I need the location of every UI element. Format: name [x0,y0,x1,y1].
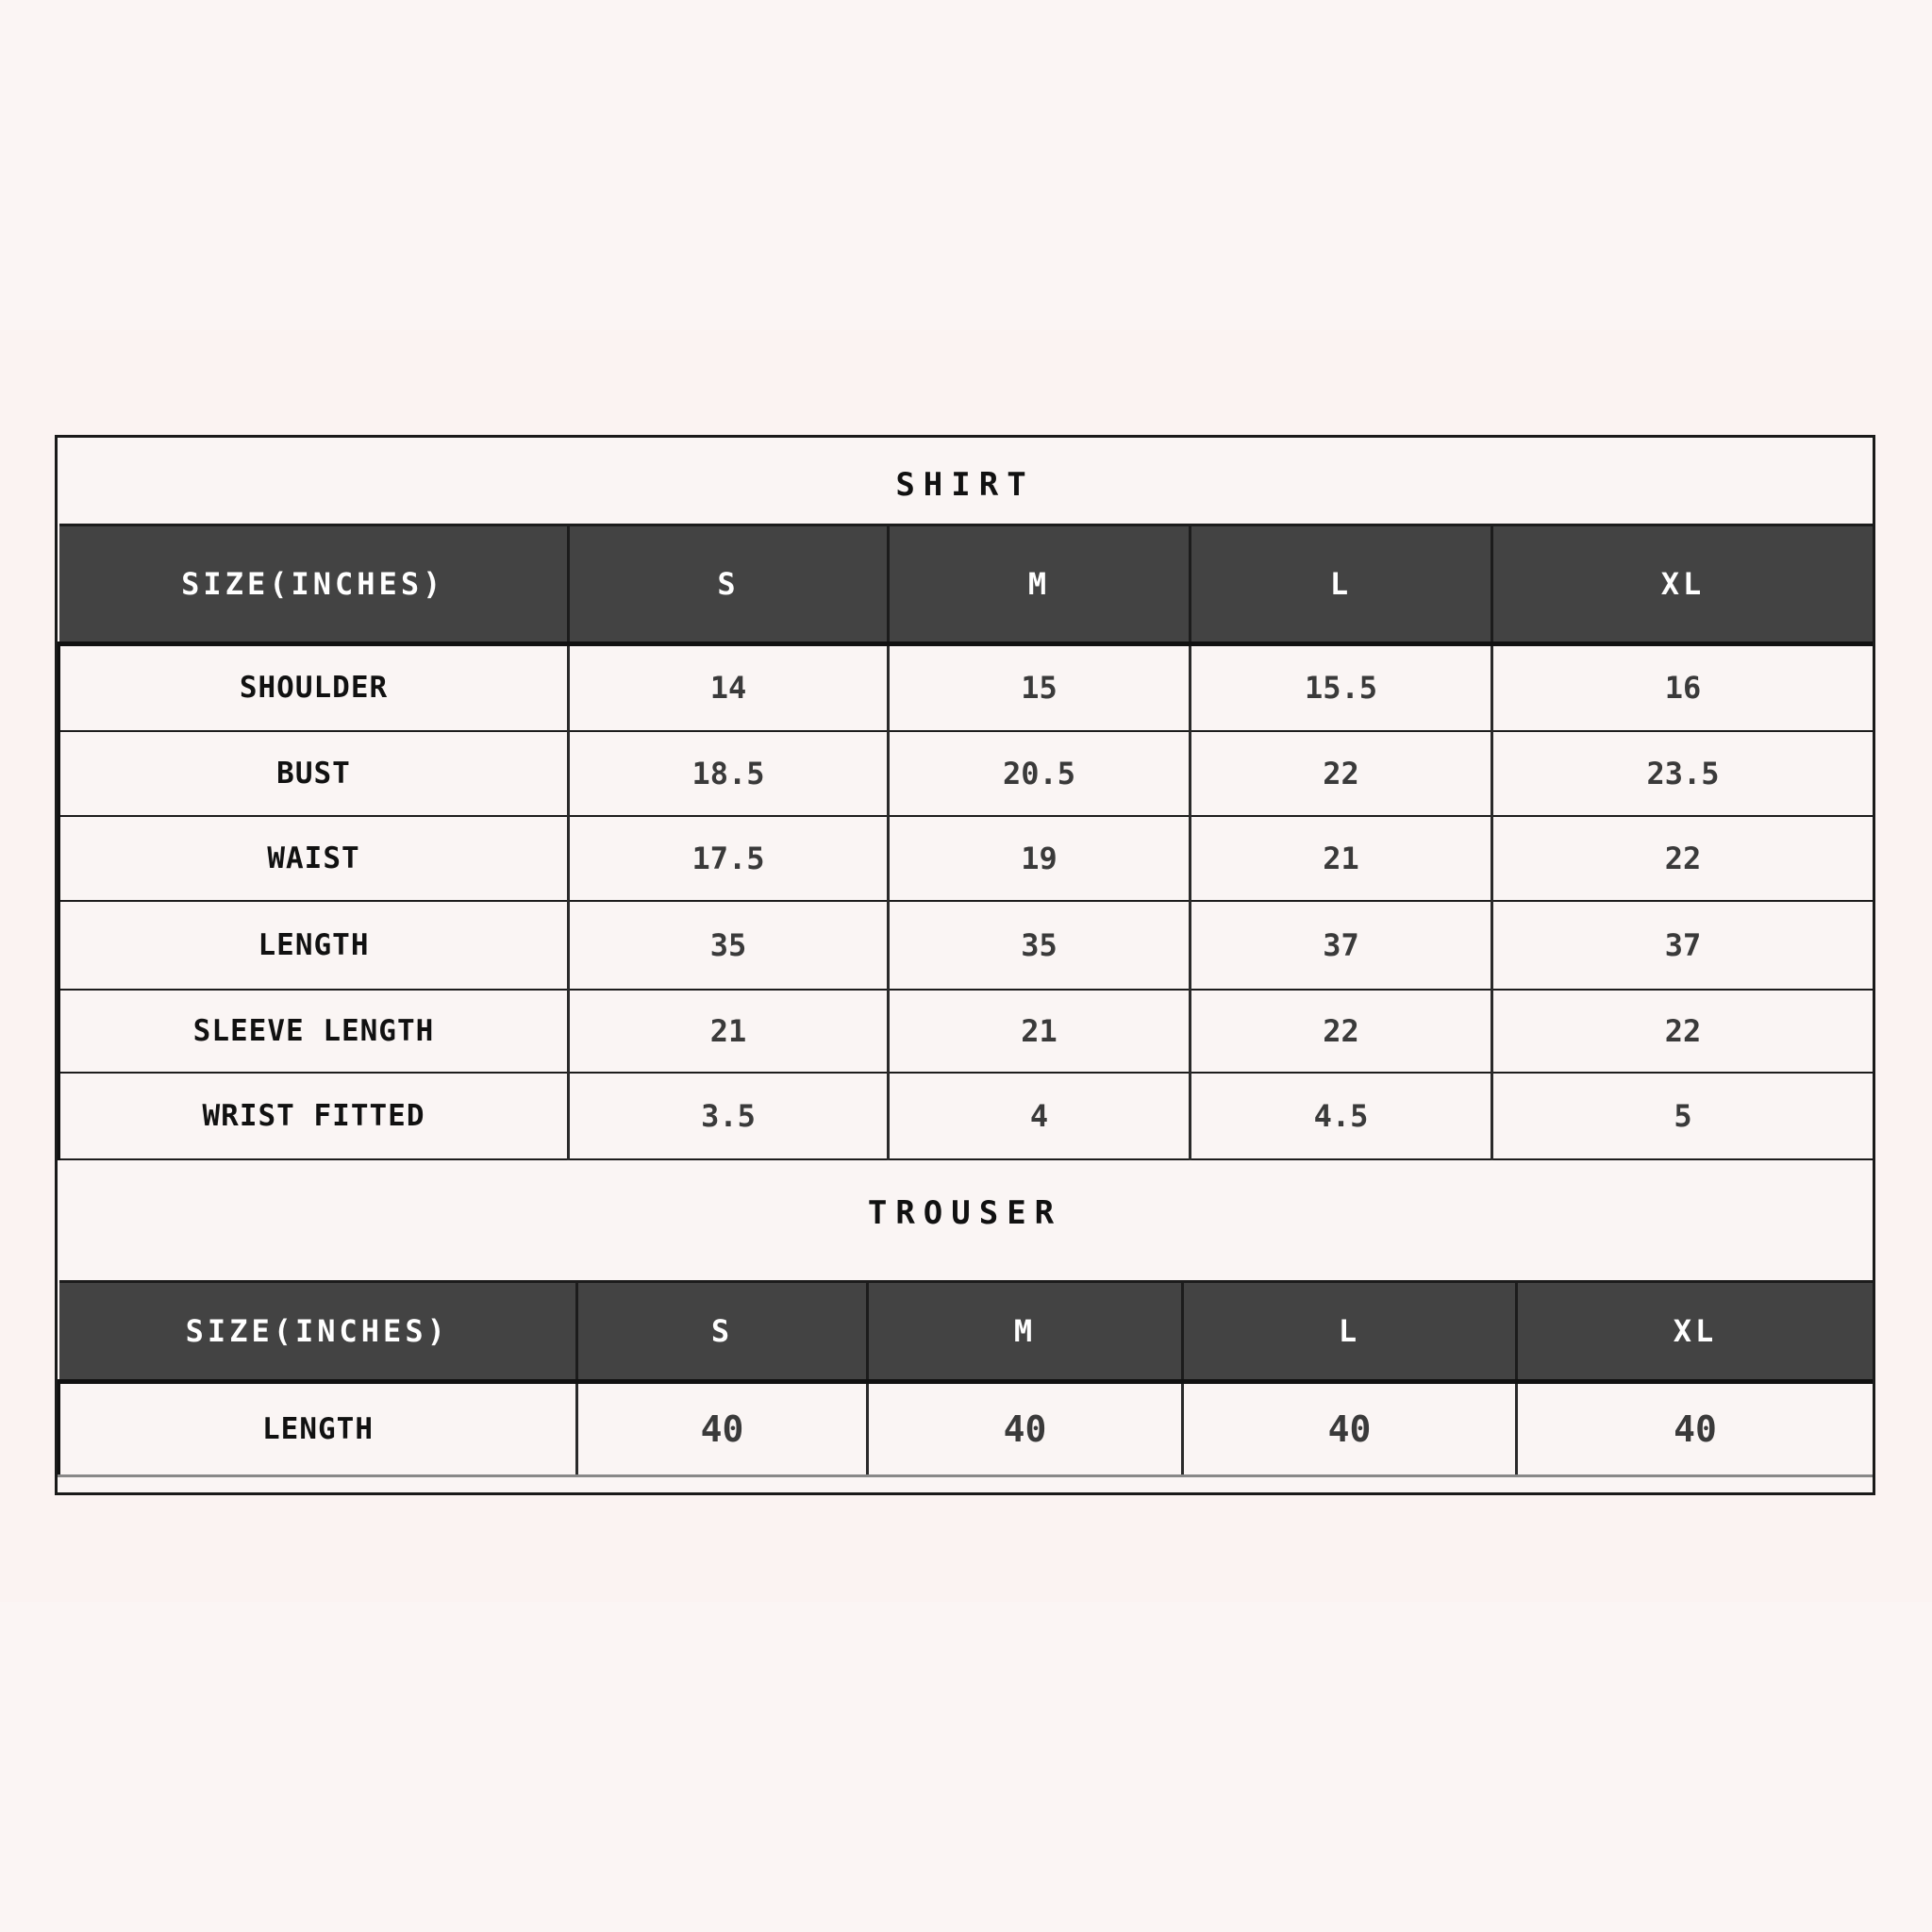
table-row [59,901,1874,990]
cell-value: 40 [1183,1382,1517,1476]
cell-value: 37 [1191,901,1492,990]
table-row [59,644,1874,731]
row-label: LENGTH [59,901,569,990]
row-label: LENGTH [59,1382,577,1476]
row-label: BUST [59,731,569,816]
cell-value: 37 [1492,901,1874,990]
row-label: SLEEVE LENGTH [59,990,569,1073]
cell-value: 21 [1191,816,1492,901]
shirt-header-l: L [1191,525,1492,644]
cell-value: 19 [889,816,1191,901]
cell-value: 5 [1492,1073,1874,1159]
table-row [59,816,1874,901]
shirt-title: SHIRT [895,466,1035,504]
row-label: SHOULDER [59,644,569,731]
cell-value: 23.5 [1492,731,1874,816]
shirt-header-row [59,525,1874,644]
cell-value: 40 [868,1382,1183,1476]
cell-value: 20.5 [889,731,1191,816]
shirt-header-m: M [889,525,1191,644]
cell-value: 40 [577,1382,868,1476]
trouser-table [58,1280,1873,1477]
cell-value: 35 [889,901,1191,990]
shirt-table [58,524,1873,1160]
cell-value: 16 [1492,644,1874,731]
cell-value: 40 [1517,1382,1874,1476]
trouser-header-row [59,1282,1874,1382]
cell-value: 15 [889,644,1191,731]
cell-value: 4 [889,1073,1191,1159]
cell-value: 22 [1191,731,1492,816]
cell-value: 18.5 [569,731,889,816]
cell-value: 35 [569,901,889,990]
shirt-header-xl: XL [1492,525,1874,644]
row-label: WRIST FITTED [59,1073,569,1159]
table-row [59,1073,1874,1159]
trouser-header-l: L [1183,1282,1517,1382]
cell-value: 21 [569,990,889,1073]
trouser-header-s: S [577,1282,868,1382]
size-chart [55,435,1875,1495]
shirt-header-s: S [569,525,889,644]
cell-value: 22 [1492,816,1874,901]
cell-value: 14 [569,644,889,731]
trouser-title: TROUSER [867,1194,1063,1232]
table-row [59,1382,1874,1476]
cell-value: 3.5 [569,1073,889,1159]
cell-value: 17.5 [569,816,889,901]
table-row [59,990,1874,1073]
shirt-header-size: SIZE(INCHES) [59,525,569,644]
trouser-header-size: SIZE(INCHES) [59,1282,577,1382]
cell-value: 21 [889,990,1191,1073]
trouser-header-xl: XL [1517,1282,1874,1382]
row-label: WAIST [59,816,569,901]
cell-value: 4.5 [1191,1073,1492,1159]
trouser-header-m: M [868,1282,1183,1382]
cell-value: 15.5 [1191,644,1492,731]
cell-value: 22 [1492,990,1874,1073]
cell-value: 22 [1191,990,1492,1073]
table-row [59,731,1874,816]
